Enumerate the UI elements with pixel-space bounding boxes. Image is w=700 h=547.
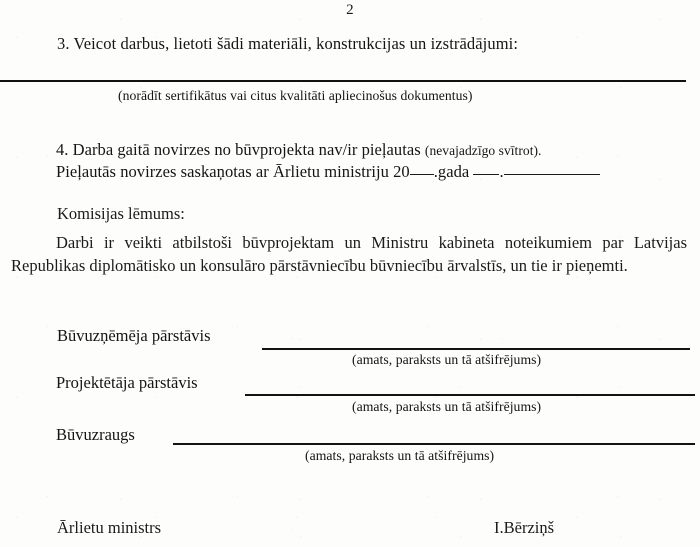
signature-caption-contractor: (amats, paraksts un tā atšifrējums) bbox=[352, 352, 542, 367]
clause-4-agreed-text: Pieļautās novirzes saskaņotas ar Ārlietu ministriju 20 bbox=[56, 162, 410, 181]
signature-caption-designer: (amats, paraksts un tā atšifrējums) bbox=[352, 399, 542, 414]
clause-4-line-1 bbox=[56, 139, 696, 161]
signature-label-supervisor: Būvuzraugs bbox=[56, 425, 135, 444]
materials-caption: (norādīt sertifikātus vai citus kvalitāti apliecinošus dokumentus) bbox=[118, 88, 473, 103]
clause-4-date-separator: . bbox=[499, 162, 504, 181]
clause-4-gada-text: .gada bbox=[433, 162, 470, 181]
clause-4-block bbox=[56, 139, 696, 182]
signature-label-designer: Projektētāja pārstāvis bbox=[56, 373, 198, 392]
page-number: 2 bbox=[346, 2, 354, 18]
year-blank-field[interactable] bbox=[410, 174, 434, 175]
commission-decision-label: Komisijas lēmums: bbox=[57, 204, 185, 223]
clause-4-main-text: 4. Darba gaitā novirzes no būvprojekta nav/ir pieļautas bbox=[56, 140, 421, 159]
day-blank-field[interactable] bbox=[473, 174, 499, 175]
minister-name: I.Bērziņš bbox=[494, 518, 555, 537]
month-blank-field[interactable] bbox=[504, 174, 600, 175]
minister-title: Ārlietu ministrs bbox=[57, 518, 162, 537]
signature-line-contractor[interactable] bbox=[262, 348, 690, 350]
signature-line-designer[interactable] bbox=[245, 394, 695, 396]
clause-4-strike-note: (nevajadzīgo svītrot). bbox=[424, 143, 542, 158]
signature-caption-supervisor: (amats, paraksts un tā atšifrējums) bbox=[305, 448, 495, 463]
materials-fill-in-rule bbox=[0, 80, 686, 82]
signature-line-supervisor[interactable] bbox=[173, 443, 695, 445]
clause-4-line-2 bbox=[56, 161, 696, 182]
clause-3-text: 3. Veicot darbus, lietoti šādi materiāli, konstrukcijas un izstrādājumi: bbox=[57, 34, 519, 53]
commission-decision-body: Darbi ir veikti atbilstoši būvprojektam un Ministru kabineta noteikumiem par Latvijas Republikas diplomātisko un konsulāro pārstāvniecību būvniecību ārvalstīs, un tie ir pieņemti. bbox=[11, 233, 687, 275]
signature-label-contractor: Būvuzņēmēja pārstāvis bbox=[57, 326, 211, 345]
